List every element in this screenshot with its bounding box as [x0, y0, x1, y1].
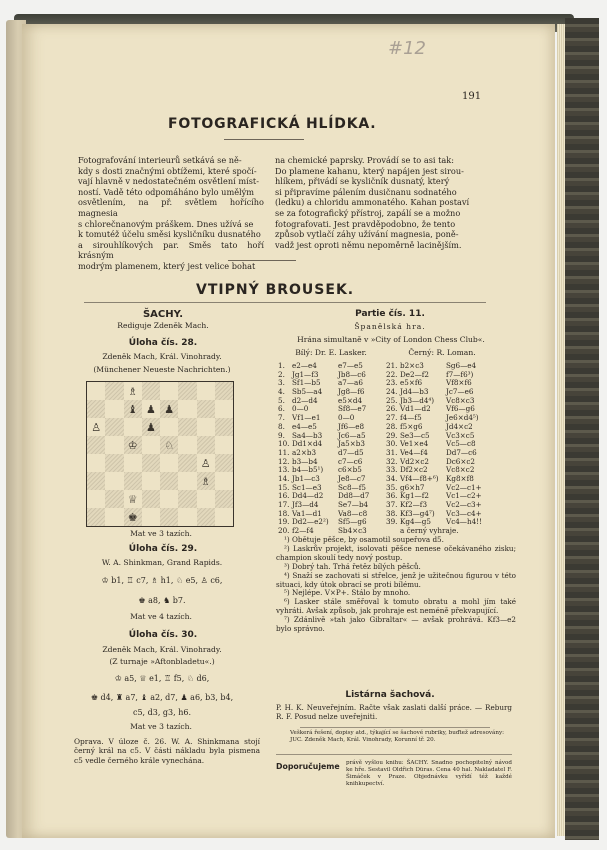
white-move: Jf3—d4	[292, 500, 319, 509]
game-notes	[276, 536, 516, 634]
article-left-column	[78, 155, 264, 272]
move-number: 31.	[386, 447, 398, 457]
book-spine	[565, 18, 599, 840]
chess-piece-icon: ♝	[127, 402, 138, 416]
move-number: 24.	[386, 387, 398, 397]
chess-piece-icon: ♕	[127, 492, 138, 506]
article-left-line: modrým plamenem, který jest velice bohat	[78, 260, 256, 271]
section-title-fotograficka: FOTOGRAFICKÁ HLÍDKA.	[168, 116, 377, 132]
white-move: e5×f6	[400, 378, 423, 388]
black-move: Se7—b4	[338, 500, 369, 509]
move-number: 32.	[386, 456, 398, 466]
chess-piece-icon: ♗	[200, 474, 211, 488]
article-left-line: kdy s dosti značnými obtížemi, které spočí-	[78, 165, 257, 176]
move-number: 34.	[386, 473, 398, 483]
white-move: e2—e4	[292, 361, 317, 370]
article-right-line: hlíkem, přivádí se kysličník dusnatý, který	[275, 176, 450, 187]
board-square	[178, 508, 196, 526]
game-note: ²) Laskrův projekt, isolovati pěšce nenese očekávaného zisku; champion skoulí tedy nový postup.	[276, 543, 516, 562]
rediguje-line: Rediguje Zdeněk Mach.	[117, 321, 209, 330]
white-move: b3—b4	[292, 456, 318, 466]
white-move: Dd2—e2²)	[292, 517, 329, 527]
move-number: 18.	[278, 508, 290, 518]
board-square	[87, 508, 105, 526]
chess-piece-icon: ♗	[127, 384, 138, 398]
white-move: f2—f4	[292, 526, 314, 536]
white-move: Va1—d1	[292, 508, 322, 518]
white-move: 0—0	[292, 404, 309, 414]
white-move: Sa4—b3	[292, 430, 323, 440]
move-number: 3.	[278, 378, 285, 388]
black-move: Ja5×b3	[338, 439, 365, 449]
board-square	[160, 382, 178, 400]
white-move: a černý vyhraje.	[400, 526, 459, 536]
chess-piece-icon: ♔	[127, 438, 138, 452]
board-square	[142, 400, 160, 418]
move-number: 23.	[386, 378, 398, 388]
move-number: 20.	[278, 526, 290, 536]
white-move: Dd4—d2	[292, 491, 324, 501]
uloha-28-source: (Münchener Neueste Nachrichten.)	[93, 365, 231, 374]
move-number: 1.	[278, 361, 285, 370]
move-number: 26.	[386, 404, 398, 414]
white-move: b4—b5¹)	[292, 465, 324, 475]
game-note: ⁴) Snaží se zachovati si střelce, jenž je užitečnou figurou v této situaci, kdy útok obrací se proti bílému.	[276, 570, 516, 589]
move-number: 4.	[278, 387, 285, 397]
opening-name: Španělská hra.	[354, 322, 426, 331]
moves-list-21-39	[386, 362, 512, 536]
black-move: Sf5—g6	[338, 517, 367, 527]
board-square	[197, 490, 215, 508]
black-move: Sb4×c3	[338, 526, 367, 536]
uloha-30-black-2: c5, d3, g3, h6.	[132, 708, 192, 717]
board-square	[105, 490, 123, 508]
article-left-line: ností. Vadě této odpomáháno bylo umělým	[78, 186, 255, 197]
board-square	[87, 400, 105, 418]
board-square	[215, 382, 233, 400]
article-right-line: vadž jest oproti němu nepoměrně lacinějším.	[275, 239, 462, 250]
board-square	[178, 472, 196, 490]
black-move: Jc7—e6	[446, 387, 474, 397]
listarna-rule	[300, 727, 490, 728]
black-move: 0—0	[338, 413, 355, 423]
black-move: Jg8—f6	[338, 387, 365, 397]
moves-list-1-20	[278, 362, 390, 536]
black-player: Černý: R. Loman.	[408, 348, 476, 357]
black-move: Vc3—c4+	[446, 508, 482, 518]
move-number: 22.	[386, 369, 398, 379]
game-note: ⁷) Zdánlivě »tah jako Gibraltar« — avšak prohrává. Kf3—e2 bylo správno.	[276, 615, 516, 634]
black-move: Jb8—c6	[338, 369, 366, 379]
black-move: Jf6—e8	[338, 421, 365, 431]
chess-piece-icon: ♟	[164, 402, 175, 416]
black-move: d7—d5	[338, 447, 364, 457]
move-number: 14.	[278, 473, 290, 483]
board-square	[124, 382, 142, 400]
black-move: e7—e5	[338, 361, 363, 370]
board-square	[87, 490, 105, 508]
move-number: 12.	[278, 456, 290, 466]
move-number: 2.	[278, 369, 285, 379]
article-right-line: se za fotografický přístroj, zapálí se a možno	[275, 207, 461, 218]
board-square	[178, 400, 196, 418]
black-move: Jc6—a5	[338, 430, 366, 440]
move-number: 10.	[278, 439, 290, 449]
game-note: ⁵) Nejlépe. V×P+. Stálo by mnoho.	[284, 588, 411, 598]
board-square	[178, 490, 196, 508]
black-move: a7—a6	[338, 378, 363, 388]
article-right-line: na chemické paprsky. Provádí se to asi tak:	[275, 155, 455, 165]
chess-piece-icon: ♚	[127, 510, 138, 524]
article-left-line: k tomutéž účelu směsi kysličníku dusnatého	[78, 229, 261, 240]
board-square	[87, 454, 105, 472]
black-move: c7—c6	[338, 456, 363, 466]
uloha-30-author: Zdeněk Mach, Král. Vinohrady.	[102, 645, 222, 654]
game-note: ⁶) Lasker stále směřoval k tomuto obratu a mohl jím také vyhráti. Avšak způsob, jak prohraje est neméně překvapující.	[276, 597, 516, 616]
move-number: 38.	[386, 508, 398, 518]
move-number: 29.	[386, 430, 398, 440]
pencil-annotation: #12	[388, 38, 426, 59]
white-move: Jg1—f3	[292, 369, 319, 379]
move-number: 17.	[278, 500, 290, 509]
move-number: 33.	[386, 465, 398, 475]
article-right-line: způsob vytlačí záhy užívání magnesia, poně-	[275, 229, 459, 240]
black-move: c6×b5	[338, 465, 362, 475]
oprava-note: Oprava. V úloze č. 26. W. A. Shinkmana stojí černý král na c5. V části nákladu byla pismena c5 vedle černého krále vynechána.	[74, 737, 260, 765]
board-square	[160, 472, 178, 490]
article-left-line: osvětlením, na př. světlem hořícího magnesia	[78, 197, 264, 218]
section-title-brousek: VTIPNÝ BROUSEK.	[196, 282, 355, 298]
uloha-30-source: (Z turnaje »Aftonbladetu«.)	[109, 657, 215, 666]
black-move: f7—f6³)	[446, 369, 474, 379]
uloha-30-title: Úloha čís. 30.	[128, 630, 198, 640]
board-square	[197, 436, 215, 454]
board-square	[124, 490, 142, 508]
white-move: Ve1×e4	[400, 439, 429, 449]
board-square	[105, 436, 123, 454]
listarna-title: Listárna šachová.	[345, 690, 435, 700]
played-at: Hrána simultaně v »City of London Chess Club«.	[297, 335, 485, 344]
uloha-30-mate: Mat ve 3 tazích.	[130, 722, 192, 731]
brousek-rule	[84, 302, 486, 303]
white-move: b2×c3	[400, 361, 424, 370]
move-number: 35.	[386, 482, 398, 492]
move-number: 37.	[386, 500, 398, 509]
article-right-line: Do plamene kahanu, který napájen jest sirou-	[275, 165, 464, 176]
black-move: Kg8×f8	[446, 473, 474, 483]
board-square	[215, 454, 233, 472]
board-square	[87, 472, 105, 490]
white-move: Kf2—f3	[400, 500, 428, 509]
move-number: 6.	[278, 404, 285, 414]
board-square	[197, 382, 215, 400]
white-move: Vf1—e1	[292, 413, 321, 423]
black-move: Je6×d4⁵)	[446, 413, 479, 423]
article-left-line: s chlorečnanovým práškem. Dnes užívá se	[78, 218, 254, 229]
section-divider	[228, 260, 296, 261]
board-square	[215, 508, 233, 526]
ad-rule	[276, 754, 512, 755]
board-square	[215, 490, 233, 508]
uloha-28-mate: Mat ve 3 tazích.	[130, 529, 192, 538]
black-move: Sg6—e4	[446, 361, 477, 370]
move-number: 39.	[386, 517, 398, 527]
board-square	[215, 436, 233, 454]
black-move: Sf8—e7	[338, 404, 367, 414]
black-move: Vf8×f6	[446, 378, 472, 388]
white-move: Dd1×d4	[292, 439, 323, 449]
article-left-line: Fotografování interieurů setkává se ně-	[78, 155, 242, 165]
doporucujeme-label: Doporučujeme	[276, 762, 340, 771]
board-square	[105, 508, 123, 526]
move-number: 36.	[386, 491, 398, 501]
article-right-line: (ledku) a chloridu ammonatého. Kahan postaví	[275, 197, 470, 208]
board-square	[160, 454, 178, 472]
white-move: Kf3—g4⁷)	[400, 508, 435, 518]
book-advert: právě vyšlou knihu: ŠACHY. Snadno pochopitelný návod ke hře. Sestavil Oldřich Düras. Cena 40 hal. Nakladatel F. Šimáček v Praze. Objednávku vyřídí též každé knihkupectví.	[346, 760, 512, 787]
uloha-29-mate: Mat ve 4 tazích.	[130, 612, 192, 621]
board-square	[124, 436, 142, 454]
white-move: Df2×c2	[400, 465, 428, 475]
board-square	[160, 400, 178, 418]
white-move: De2—f2	[400, 369, 430, 379]
board-square	[215, 400, 233, 418]
white-move: Jb1—c3	[292, 473, 320, 483]
board-square	[105, 382, 123, 400]
vesker-note: Veškerá řešení, dopisy atd., týkající se šachové rubriky, buďtež adresovány: JUC. Zdeněk Mach, Král. Vinohrady, Korunní tř. 20.	[290, 730, 504, 743]
white-move: Sb5—a4	[292, 387, 323, 397]
white-move: e4—e5	[292, 421, 317, 431]
move-number: 11.	[278, 447, 290, 457]
chess-piece-icon: ♙	[200, 456, 211, 470]
black-move: Va8—c8	[338, 508, 368, 518]
partie-title: Partie čís. 11.	[355, 309, 425, 319]
white-move: Vf4—f8+⁶)	[400, 473, 439, 483]
board-square	[124, 508, 142, 526]
black-move: e5×d4	[338, 395, 363, 405]
board-square	[160, 436, 178, 454]
chess-piece-icon: ♙	[91, 420, 102, 434]
board-square	[87, 382, 105, 400]
white-move: Sc1—e3	[292, 482, 322, 492]
board-square	[160, 418, 178, 436]
uloha-30-white: ♔ a5, ♕ e1, ♖ f5, ♘ d6,	[114, 674, 210, 683]
white-move: Jb3—d4⁴)	[400, 395, 435, 405]
black-move: Vc1—c2+	[446, 491, 482, 501]
black-move: Dd8—d7	[338, 491, 370, 501]
white-move: d2—d4	[292, 395, 318, 405]
chess-piece-icon: ♘	[164, 438, 175, 452]
white-move: Ve4—f4	[400, 447, 428, 457]
move-number: 19.	[278, 517, 290, 527]
board-square	[160, 490, 178, 508]
article-left-line: vají hlavně v nedostatečném osvětlení míst-	[78, 176, 259, 187]
listarna-text: P. H. K. Neuveřejním. Račte však zaslati další práce. — Reburg R. F. Posud nelze uveřejniti.	[276, 703, 512, 722]
black-move: Sc8—f5	[338, 482, 366, 492]
black-move: Vf6—g6	[446, 404, 475, 414]
chess-piece-icon: ♟	[145, 420, 156, 434]
black-move: Vc2—c1+	[446, 482, 482, 492]
game-note: ³) Dobrý tah. Trhá řetěz bílých pěšců.	[284, 561, 421, 571]
article-right-line: si připravíme pálením dusičnanu sodnatého	[275, 186, 457, 197]
board-square	[197, 454, 215, 472]
move-number: 25.	[386, 395, 398, 405]
board-square	[142, 382, 160, 400]
uloha-29-black: ♚ a8, ♞ b7.	[138, 596, 186, 605]
article-right-line: fotografovati. Jest pravděpodobno, že tento	[275, 218, 456, 229]
sachy-heading: ŠACHY.	[142, 309, 184, 320]
move-number: 30.	[386, 439, 398, 449]
white-move: a2×b3	[292, 447, 317, 457]
uloha-28-author: Zdeněk Mach, Král. Vinohrady.	[102, 352, 222, 361]
white-move: Kg1—f2	[400, 491, 429, 501]
page-number: 191	[462, 91, 482, 102]
black-move: Vc5—c8	[446, 439, 476, 449]
move-number: 9.	[278, 430, 285, 440]
white-move: Se3—c5	[400, 430, 430, 440]
board-square	[124, 418, 142, 436]
board-square	[142, 508, 160, 526]
black-move: Jd4×c2	[446, 421, 473, 431]
move-number: 13.	[278, 465, 290, 475]
chess-diagram-28	[86, 381, 234, 527]
move-number: 5.	[278, 395, 285, 405]
board-square	[105, 418, 123, 436]
black-move: Je8—c7	[338, 473, 366, 483]
board-square	[178, 418, 196, 436]
board-square	[105, 472, 123, 490]
board-square	[178, 382, 196, 400]
board-square	[142, 436, 160, 454]
black-move: Vc8×c2	[446, 465, 475, 475]
board-square	[142, 418, 160, 436]
uloha-29-title: Úloha čís. 29.	[128, 544, 198, 554]
board-square	[215, 418, 233, 436]
page-edges	[557, 24, 565, 836]
chess-piece-icon: ♟	[145, 402, 156, 416]
move-number: 27.	[386, 413, 398, 423]
article-right-column	[275, 155, 485, 250]
board-square	[197, 508, 215, 526]
white-move: Vd1—d2	[400, 404, 431, 414]
white-move: Jd4—b3	[400, 387, 429, 397]
white-move: Kg4—g5	[400, 517, 431, 527]
board-square	[178, 436, 196, 454]
white-move: Sf1—b5	[292, 378, 321, 388]
uloha-30-black: ♚ d4, ♜ a7, ♝ a2, d7, ♟ a6, b3, b4,	[90, 693, 234, 702]
board-square	[178, 454, 196, 472]
board-square	[197, 472, 215, 490]
white-move: g6×h7	[400, 482, 425, 492]
black-move: Vc3×c5	[446, 430, 475, 440]
move-number: 8.	[278, 421, 285, 431]
move-number: 15.	[278, 482, 290, 492]
board-square	[124, 400, 142, 418]
black-move: Vc4—h4!!	[446, 517, 482, 527]
white-move: f4—f5	[400, 413, 422, 423]
white-player: Bílý: Dr. E. Lasker.	[295, 348, 367, 357]
move-number: 28.	[386, 421, 398, 431]
uloha-28-title: Úloha čís. 28.	[128, 338, 198, 348]
board-square	[124, 472, 142, 490]
board-square	[105, 454, 123, 472]
board-square	[105, 400, 123, 418]
board-square	[197, 400, 215, 418]
board-square	[142, 454, 160, 472]
board-square	[87, 436, 105, 454]
board-square	[142, 472, 160, 490]
board-square	[87, 418, 105, 436]
article-left-line: a sirouhlíkových par. Směs tato hoří krásným	[78, 239, 264, 261]
move-number: 7.	[278, 413, 285, 423]
uloha-29-author: W. A. Shinkman, Grand Rapids.	[101, 558, 223, 567]
black-move: Dc6×c2	[446, 456, 475, 466]
uloha-29-white: ♔ b1, ♖ c7, ♗ h1, ♘ e5, ♙ c6,	[101, 576, 223, 585]
white-move: f5×g6	[400, 421, 423, 431]
black-move: Vc2—c3+	[446, 500, 482, 509]
white-move: Vd2×c2	[400, 456, 429, 466]
move-number: 21.	[386, 361, 398, 370]
board-square	[160, 508, 178, 526]
board-square	[124, 454, 142, 472]
game-note: ¹) Obětuje pěšce, by osamotil soupeřova d5.	[284, 535, 444, 544]
move-number: 16.	[278, 491, 290, 501]
board-square	[197, 418, 215, 436]
title-rule	[224, 139, 304, 140]
board-square	[142, 490, 160, 508]
board-square	[215, 472, 233, 490]
black-move: Vc8×c3	[446, 395, 475, 405]
black-move: Dd7—c6	[446, 447, 477, 457]
